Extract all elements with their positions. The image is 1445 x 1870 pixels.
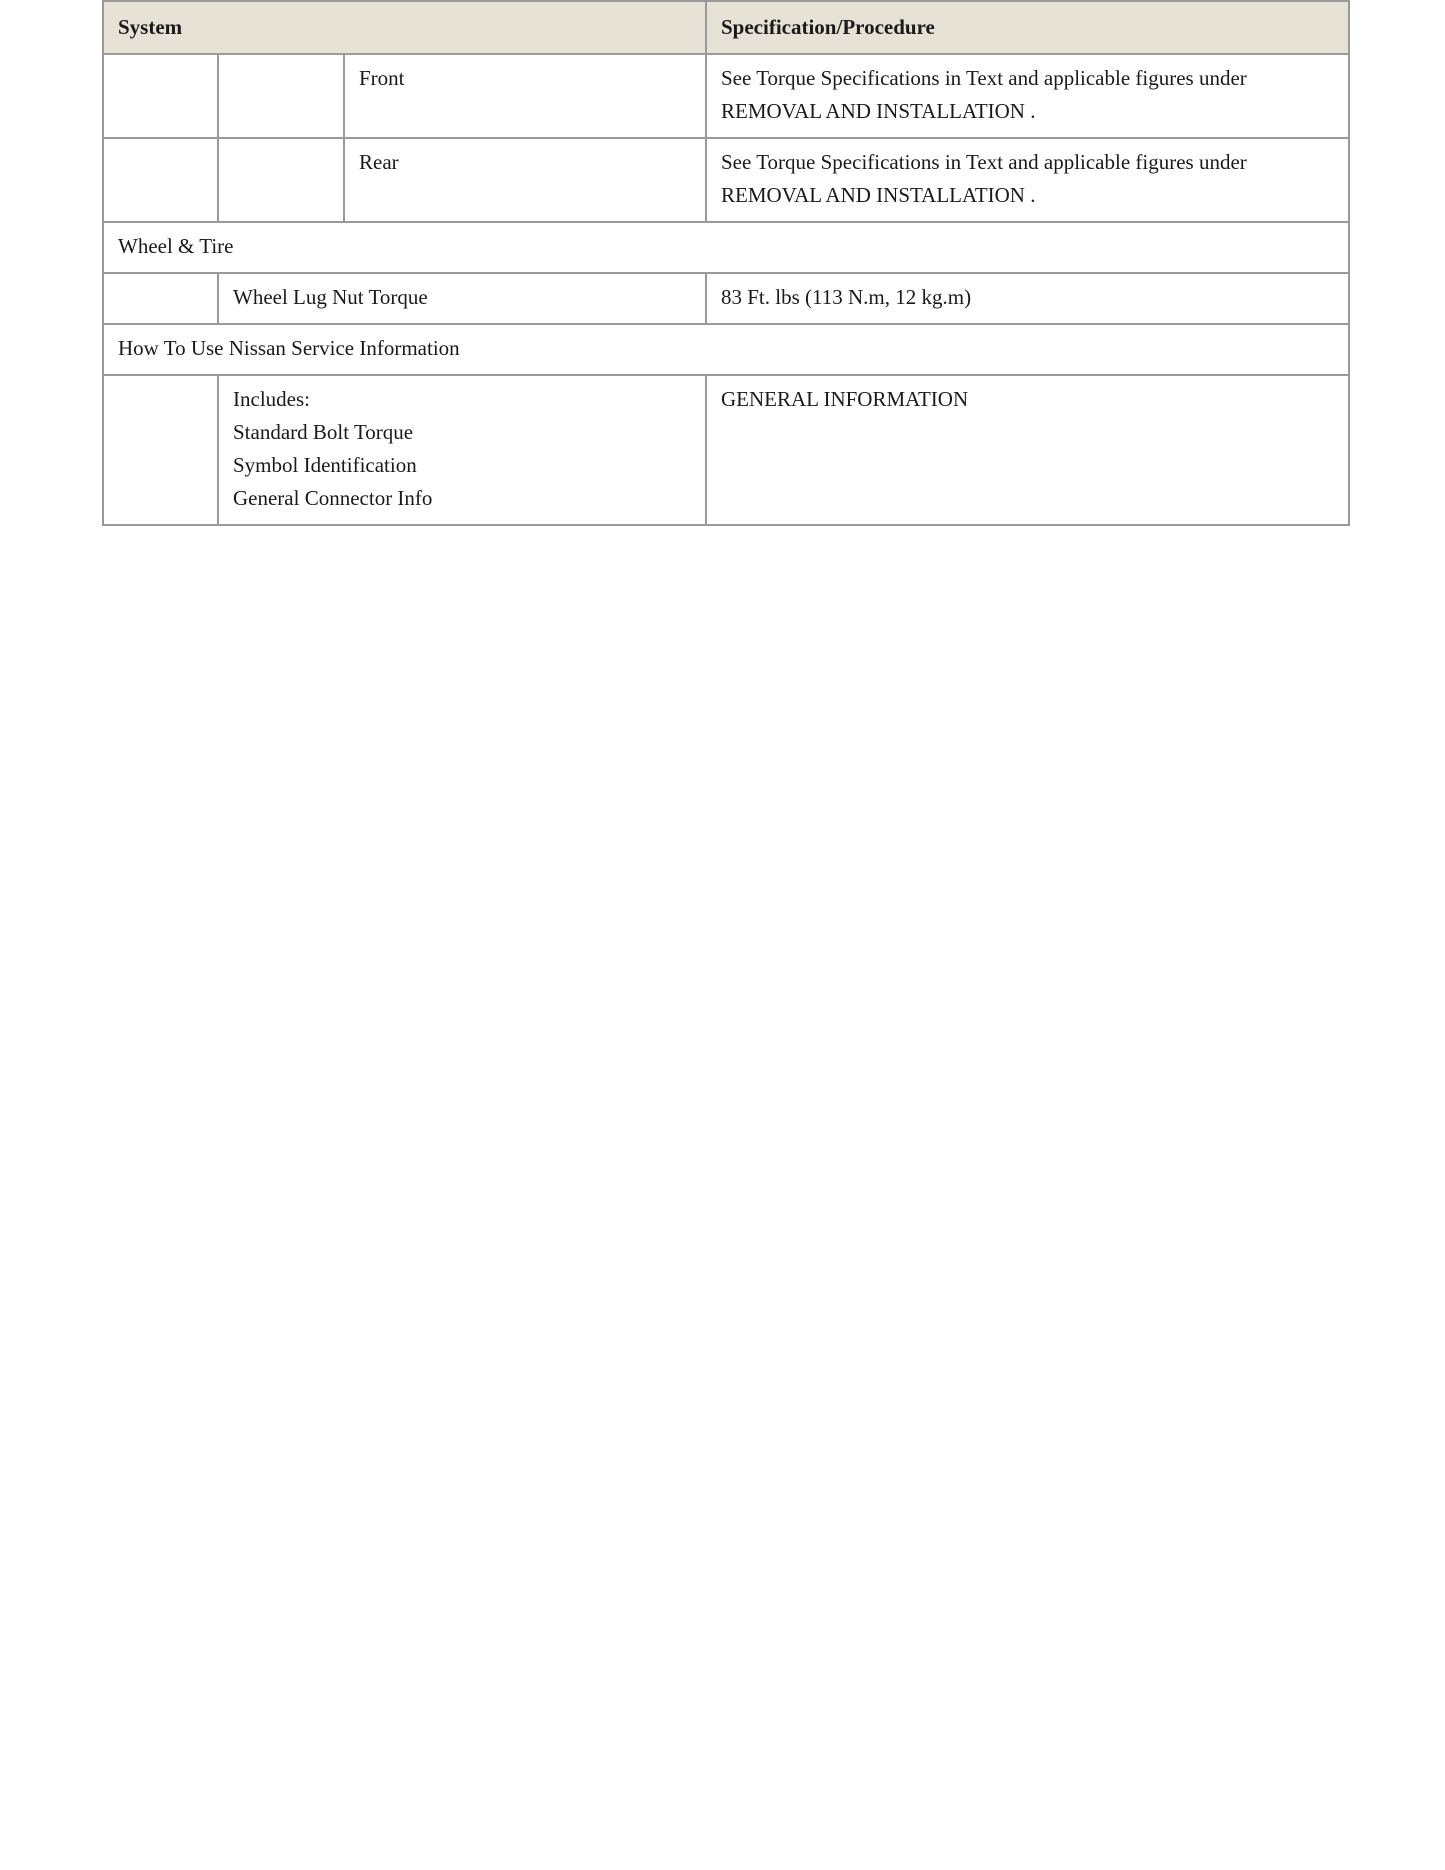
- row-label-includes: [218, 375, 706, 525]
- includes-line: Standard Bolt Torque: [233, 420, 414, 444]
- specification-table: [102, 0, 1350, 526]
- row-spec-rear: [706, 138, 1349, 222]
- section-title-how-to-use: How To Use Nissan Service Information: [103, 324, 1349, 375]
- includes-line: General Connector Info: [233, 486, 433, 510]
- table-row-lug-nut: [103, 273, 1349, 324]
- row-spec-front: [706, 54, 1349, 138]
- section-title-wheel-tire: Wheel & Tire: [103, 222, 1349, 273]
- includes-line: Includes:: [233, 387, 310, 411]
- spec-text-line: See Torque Specifications in Text and applicable figures under: [721, 150, 1247, 174]
- table-header-row: [103, 1, 1349, 54]
- spec-text-line: REMOVAL AND INSTALLATION .: [721, 183, 1036, 207]
- row-label-front: Front: [344, 54, 706, 138]
- header-system: System: [103, 1, 706, 54]
- spec-text-line: See Torque Specifications in Text and applicable figures under: [721, 66, 1247, 90]
- row-label-rear: Rear: [344, 138, 706, 222]
- row-spec-lug-nut: 83 Ft. lbs (113 N.m, 12 kg.m): [706, 273, 1349, 324]
- section-row-wheel-tire: [103, 222, 1349, 273]
- table-row-includes: [103, 375, 1349, 525]
- header-specification: Specification/Procedure: [706, 1, 1349, 54]
- row-spec-includes: GENERAL INFORMATION: [706, 375, 1349, 525]
- empty-cell: [218, 54, 344, 138]
- empty-cell: [218, 138, 344, 222]
- includes-line: Symbol Identification: [233, 453, 417, 477]
- table-row-front: [103, 54, 1349, 138]
- table-row-rear: [103, 138, 1349, 222]
- empty-cell: [103, 54, 218, 138]
- section-row-how-to-use: [103, 324, 1349, 375]
- spec-text-line: REMOVAL AND INSTALLATION .: [721, 99, 1036, 123]
- row-label-lug-nut: Wheel Lug Nut Torque: [218, 273, 706, 324]
- empty-cell: [103, 273, 218, 324]
- empty-cell: [103, 375, 218, 525]
- empty-cell: [103, 138, 218, 222]
